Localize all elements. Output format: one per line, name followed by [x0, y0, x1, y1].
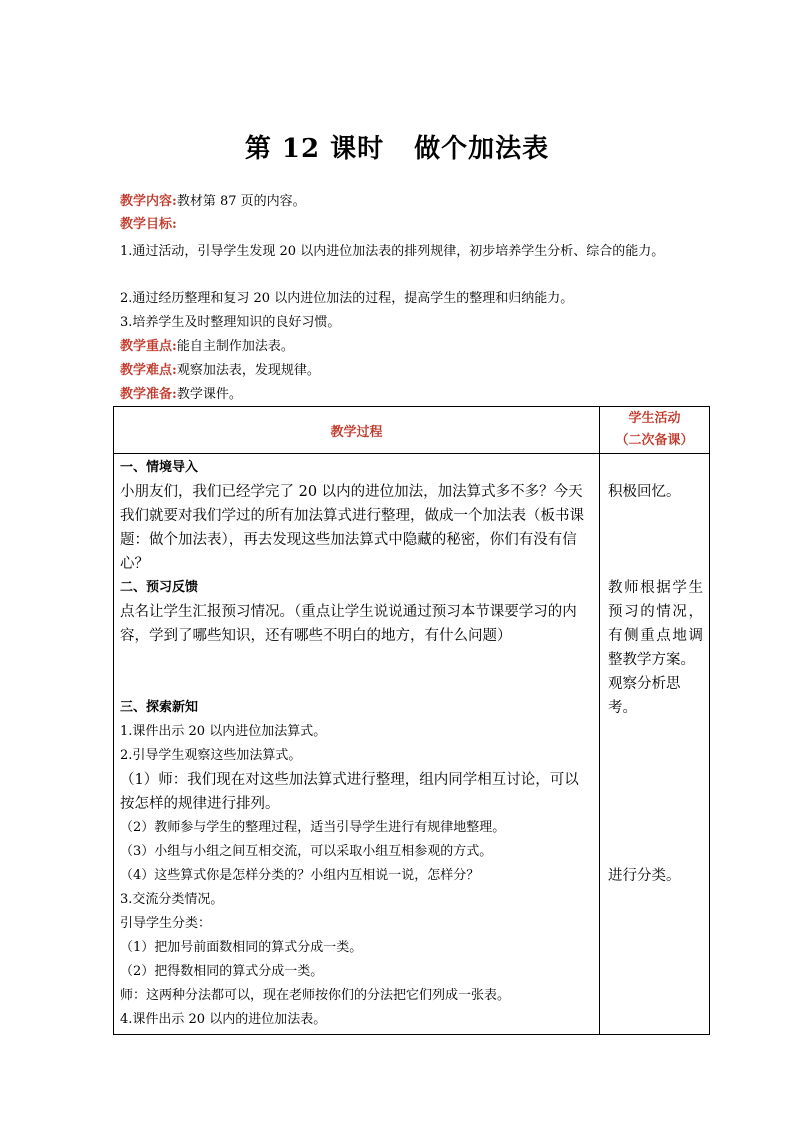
header-student: [600, 407, 710, 454]
lesson-number: 第 12 课时: [244, 134, 385, 164]
section-3-line: 2.引导学生观察这些加法算式。: [120, 748, 302, 763]
section-3-line: 引导学生分类：: [120, 916, 212, 931]
difficulty-label: 教学难点:: [120, 363, 177, 378]
prep-value: 教学课件。: [176, 387, 242, 402]
section-3-line: （2）教师参与学生的整理过程，适当引导学生进行有规律地整理。: [120, 820, 506, 835]
goal-3: 3.培养学生及时整理知识的良好习惯。: [120, 315, 341, 330]
section-3-line: （2）把得数相同的算式分成一类。: [120, 964, 324, 979]
preparation: [120, 383, 680, 406]
key-value: 能自主制作加法表。: [176, 339, 294, 354]
difficulty-value: 观察加法表，发现规律。: [176, 363, 320, 378]
section-3-title: 三、探索新知: [120, 700, 199, 715]
section-3-line: 3.交流分类情况。: [120, 892, 224, 907]
page-title: [0, 128, 794, 165]
section-3-line: （4）这些算式你是怎样分类的？小组内互相说一说，怎样分？: [120, 868, 480, 883]
section-3-line: 师：这两种分法都可以，现在老师按你们的分法把它们列成一张表。: [120, 988, 511, 1003]
content-value: 教材第 87 页的内容。: [176, 194, 306, 209]
content-label: 教学内容:: [120, 194, 177, 209]
goal-1: 1.通过活动，引导学生发现 20 以内进位加法表的排列规律，初步培养学生分析、综合的能力。: [120, 244, 665, 259]
section-2-title: 二、预习反馈: [120, 580, 199, 595]
process-cell: [114, 454, 600, 1035]
goal-2: 2.通过经历整理和复习 20 以内进位加法的过程，提高学生的整理和归纳能力。: [120, 291, 574, 306]
header-student-line1: 学生活动: [628, 411, 681, 426]
header-process: 教学过程: [114, 407, 600, 454]
activity-classify: 进行分类。: [608, 868, 681, 884]
student-activity-cell: [600, 454, 710, 1035]
section-3-line: 1.课件出示 20 以内进位加法算式。: [120, 724, 327, 739]
section-3-line: 4.课件出示 20 以内的进位加法表。: [120, 1012, 327, 1027]
section-1-text: 小朋友们，我们已经学完了 20 以内的进位加法，加法算式多不多？今天我们就要对我们学过的所有加法算式进行整理，做成一个加法表（板书课题：做个加法表），再去发现这些加法算式中隐藏的秘密，你们有没有信心？: [120, 484, 584, 572]
lesson-name: 做个加法表: [414, 134, 550, 164]
section-1-title: 一、情境导入: [120, 460, 199, 475]
prep-label: 教学准备:: [120, 387, 177, 402]
section-3-line: （3）小组与小组之间互相交流，可以采取小组互相参观的方式。: [120, 844, 493, 859]
difficulty: [120, 359, 680, 382]
section-3-line: （1）把加号前面数相同的算式分成一类。: [120, 940, 363, 955]
lesson-table: [113, 406, 710, 1035]
header-student-line2: （二次备课）: [615, 433, 694, 448]
key-point: [120, 335, 680, 358]
section-3-line: （1）师：我们现在对这些加法算式进行整理，组内同学相互讨论，可以按怎样的规律进行排列。: [120, 772, 579, 812]
section-2-text: 点名让学生汇报预习情况。（重点让学生说说通过预习本节课要学习的内容，学到了哪些知识，还有哪些不明白的地方，有什么问题）: [120, 604, 577, 644]
activity-observe: 观察分析思考。: [608, 676, 681, 716]
goals-label: 教学目标:: [120, 217, 177, 232]
key-label: 教学重点:: [120, 339, 177, 354]
activity-recall: 积极回忆。: [608, 484, 681, 500]
activity-adjust: 教师根据学生预习的情况，有侧重点地调整教学方案。: [608, 580, 703, 668]
teaching-content: [120, 190, 680, 213]
